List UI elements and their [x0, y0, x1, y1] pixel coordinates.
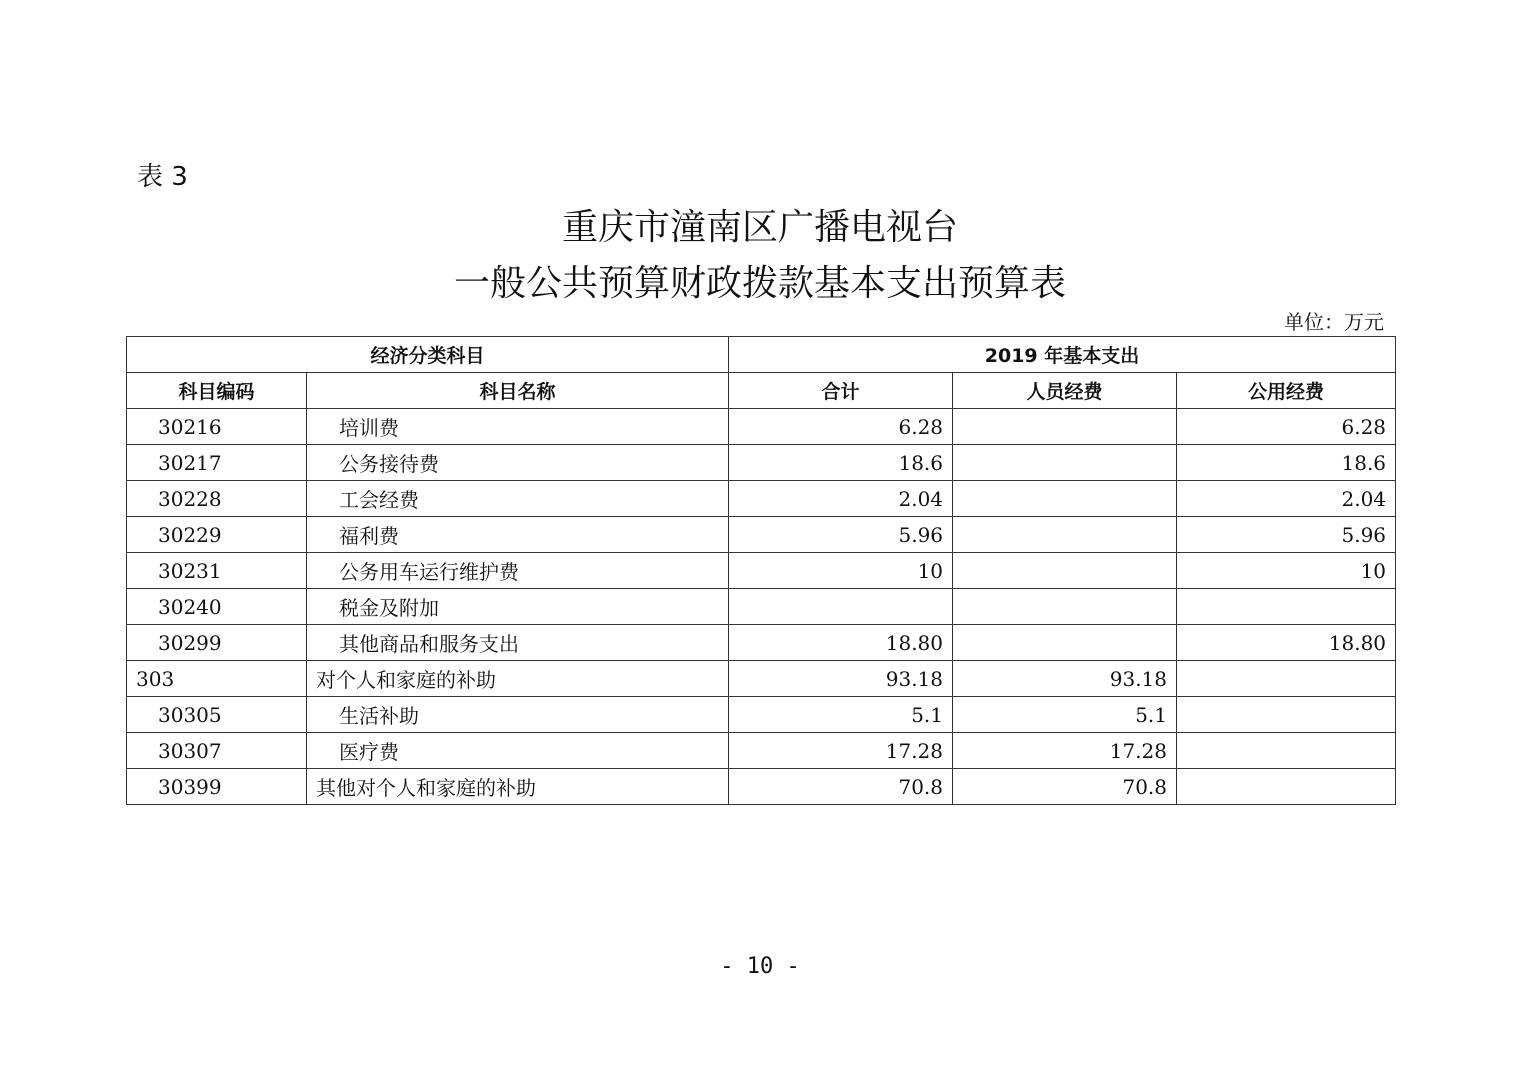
header-personnel: 人员经费	[953, 373, 1177, 409]
row-name: 对个人和家庭的补助	[307, 661, 729, 697]
row-personnel	[953, 409, 1177, 445]
table-row	[127, 409, 1396, 445]
row-public: 6.28	[1177, 409, 1396, 445]
row-public: 10	[1177, 553, 1396, 589]
row-total	[729, 589, 953, 625]
row-name: 医疗费	[307, 733, 729, 769]
row-total: 70.8	[729, 769, 953, 805]
row-personnel	[953, 589, 1177, 625]
row-public	[1177, 733, 1396, 769]
row-code: 30299	[127, 625, 307, 661]
header-name: 科目名称	[307, 373, 729, 409]
row-code: 303	[127, 661, 307, 697]
table-row	[127, 517, 1396, 553]
row-total: 6.28	[729, 409, 953, 445]
row-name: 生活补助	[307, 697, 729, 733]
row-personnel	[953, 553, 1177, 589]
row-code: 30305	[127, 697, 307, 733]
row-name: 培训费	[307, 409, 729, 445]
row-total: 93.18	[729, 661, 953, 697]
row-personnel: 5.1	[953, 697, 1177, 733]
row-name: 公务接待费	[307, 445, 729, 481]
row-name: 其他对个人和家庭的补助	[307, 769, 729, 805]
budget-table	[126, 336, 1396, 805]
row-code: 30231	[127, 553, 307, 589]
row-total: 5.1	[729, 697, 953, 733]
table-label: 表 3	[137, 162, 188, 192]
row-public: 18.80	[1177, 625, 1396, 661]
table-row	[127, 769, 1396, 805]
table-row	[127, 661, 1396, 697]
row-name: 工会经费	[307, 481, 729, 517]
page-number: - 10 -	[720, 954, 800, 979]
row-code: 30307	[127, 733, 307, 769]
row-total: 18.80	[729, 625, 953, 661]
table-row	[127, 553, 1396, 589]
header-column-row	[127, 373, 1396, 409]
row-personnel: 93.18	[953, 661, 1177, 697]
row-name: 税金及附加	[307, 589, 729, 625]
row-name: 公务用车运行维护费	[307, 553, 729, 589]
header-code: 科目编码	[127, 373, 307, 409]
row-total: 18.6	[729, 445, 953, 481]
row-total: 5.96	[729, 517, 953, 553]
table-row	[127, 733, 1396, 769]
row-code: 30229	[127, 517, 307, 553]
row-code: 30228	[127, 481, 307, 517]
row-name: 其他商品和服务支出	[307, 625, 729, 661]
row-public	[1177, 697, 1396, 733]
header-public: 公用经费	[1177, 373, 1396, 409]
document-title: 重庆市潼南区广播电视台	[561, 207, 958, 248]
table-row	[127, 445, 1396, 481]
row-total: 10	[729, 553, 953, 589]
row-personnel: 70.8	[953, 769, 1177, 805]
row-public	[1177, 589, 1396, 625]
table-row	[127, 697, 1396, 733]
row-public: 2.04	[1177, 481, 1396, 517]
row-code: 30216	[127, 409, 307, 445]
row-code: 30399	[127, 769, 307, 805]
row-personnel	[953, 445, 1177, 481]
document-subtitle: 一般公共预算财政拨款基本支出预算表	[453, 263, 1066, 304]
header-group-row	[127, 337, 1396, 373]
row-total: 17.28	[729, 733, 953, 769]
row-personnel: 17.28	[953, 733, 1177, 769]
header-year-expenditure: 2019 年基本支出	[729, 337, 1396, 373]
row-public: 5.96	[1177, 517, 1396, 553]
row-personnel	[953, 517, 1177, 553]
row-personnel	[953, 625, 1177, 661]
row-code: 30217	[127, 445, 307, 481]
table-row	[127, 589, 1396, 625]
row-code: 30240	[127, 589, 307, 625]
unit-label: 单位：万元	[1284, 310, 1384, 334]
row-name: 福利费	[307, 517, 729, 553]
row-public: 18.6	[1177, 445, 1396, 481]
row-total: 2.04	[729, 481, 953, 517]
header-total: 合计	[729, 373, 953, 409]
row-public	[1177, 769, 1396, 805]
table-row	[127, 481, 1396, 517]
table-row	[127, 625, 1396, 661]
row-personnel	[953, 481, 1177, 517]
header-econ-classification: 经济分类科目	[127, 337, 729, 373]
row-public	[1177, 661, 1396, 697]
